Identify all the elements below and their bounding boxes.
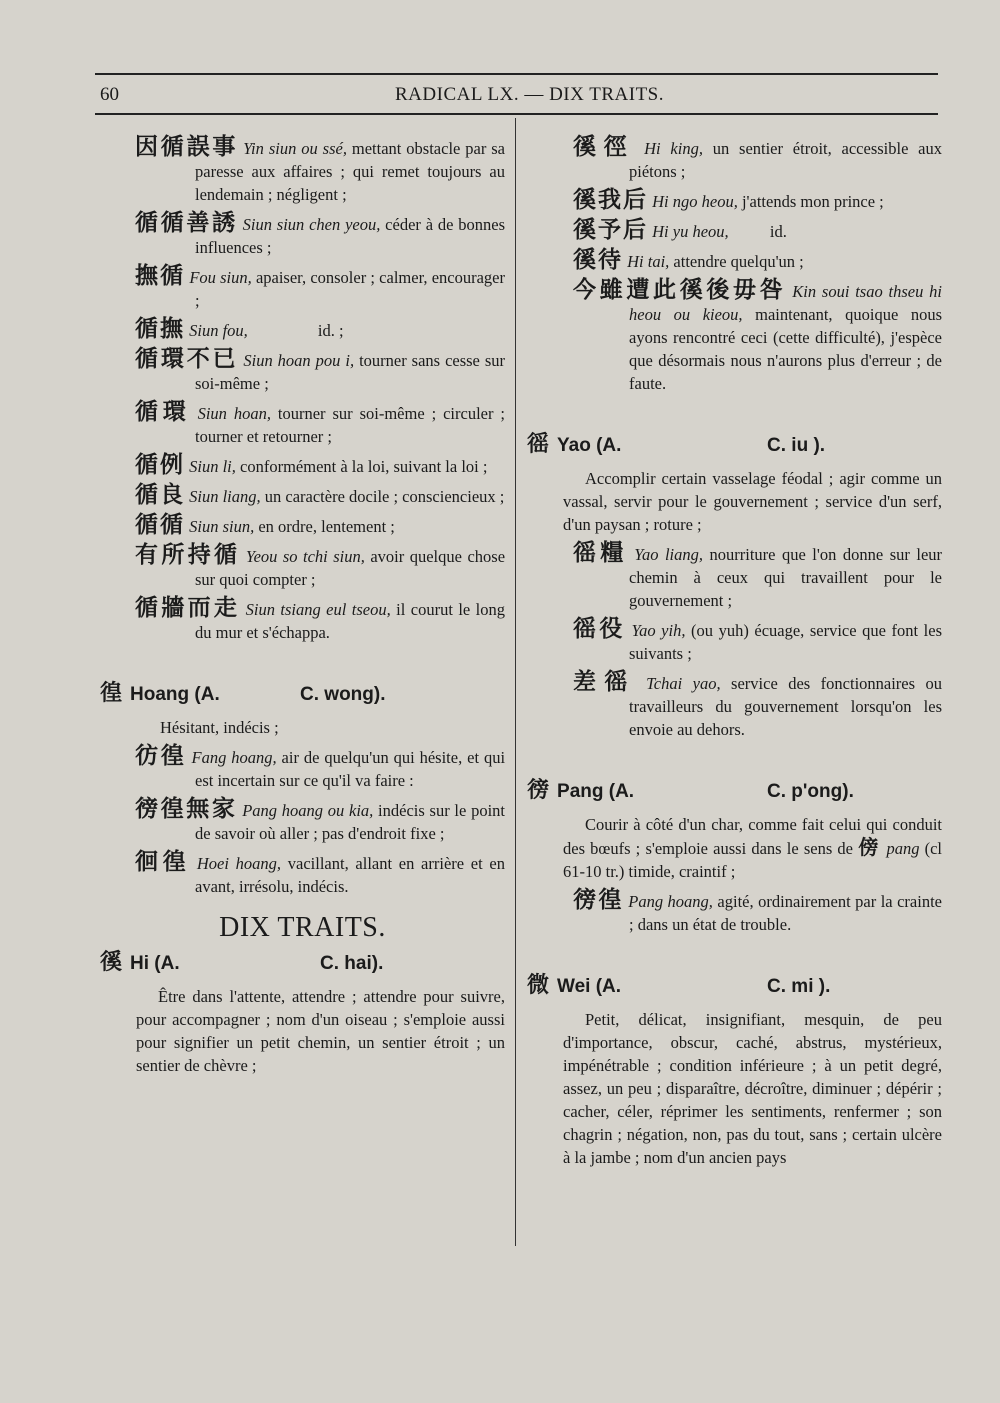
entry-romanization: Tchai yao, bbox=[646, 674, 721, 693]
entry-text: id. ; bbox=[247, 321, 344, 340]
definition bbox=[527, 813, 942, 883]
hoang-entry-list bbox=[100, 743, 510, 898]
dictionary-entry bbox=[100, 595, 510, 644]
entry-chinese: 撫循 bbox=[135, 263, 186, 289]
running-head: RADICAL LX. — DIX TRAITS. bbox=[395, 84, 664, 105]
definition: Petit, délicat, insignifiant, mesquin, de peu d'importance, obscur, caché, abstrus, mystérieux, impénétrable ; condition inférieure ; à un petit degré, assez, un peu ; disparaître, décroître, diminuer ; dépérir ; cacher, céler, réprimer les sentiments, renfermer ; son chagrin ; négation, non, pas du tout, sans ; certain ulcère à la jambe ; nom d'un ancien pays bbox=[563, 1010, 942, 1167]
entry-romanization: Hoei hoang, bbox=[196, 854, 282, 873]
entry-romanization: Pang hoang ou kia, bbox=[242, 801, 374, 820]
headword-name: Yao (A. bbox=[557, 435, 622, 456]
dictionary-entry bbox=[100, 514, 505, 538]
headword-name: Pang (A. bbox=[557, 781, 635, 802]
right-column bbox=[527, 134, 947, 1175]
definition-part: Courir à côté d'un char, comme fait celui qui conduit des bœufs ; s'emploie aussi dans le sens de bbox=[563, 815, 942, 858]
dictionary-entry bbox=[527, 249, 942, 273]
dictionary-entry bbox=[527, 669, 947, 741]
header-rule-top bbox=[95, 73, 938, 75]
entry-romanization: Yao liang, bbox=[634, 545, 703, 564]
entry-text: conformément à la loi, suivant la loi ; bbox=[235, 457, 488, 476]
dictionary-entry bbox=[100, 454, 505, 478]
entry-text: apaiser, consoler ; calmer, encourager ; bbox=[195, 268, 510, 310]
entry-text: maintenant, quoique nous ayons rencontré ceci (cette difficulté), j'espèce que désormais nous n'aurons plus d'erreur ; de faute. bbox=[629, 305, 947, 393]
entry-romanization: Siun tsiang eul tseou, bbox=[245, 600, 391, 619]
entry-chinese: 循環不已 bbox=[135, 346, 239, 372]
entry-chinese: 徊徨 bbox=[135, 849, 191, 875]
entry-text: id. bbox=[728, 222, 787, 241]
entry-chinese: 今雖遭此徯後毋咎 bbox=[573, 277, 787, 303]
entry-text: mettant obstacle par sa paresse aux affaires ; qui remet toujours au lendemain ; négligent ; bbox=[195, 139, 510, 204]
entry-chinese: 徬徨 bbox=[573, 887, 624, 913]
entry-chinese: 徯予后 bbox=[573, 217, 648, 243]
headword-cantonese: C. mi ). bbox=[767, 976, 831, 997]
dictionary-entry bbox=[100, 318, 505, 342]
headword-cantonese: C. wong). bbox=[300, 684, 386, 705]
entry-chinese: 循循善誘 bbox=[135, 210, 238, 236]
entry-romanization: Siun siun, bbox=[189, 517, 255, 536]
entry-romanization: Hi yu heou, bbox=[652, 222, 729, 241]
entry-romanization: Hi ngo heou, bbox=[652, 192, 738, 211]
entry-text: tourner sur soi-même ; circuler ; tourner et retourner ; bbox=[195, 404, 510, 446]
entry-romanization: Yao yih, bbox=[631, 621, 686, 640]
dictionary-entry bbox=[527, 219, 942, 243]
entry-text: air de quelqu'un qui hésite, et qui est incertain sur ce qu'il va faire : bbox=[195, 748, 510, 790]
headword-hi bbox=[100, 951, 505, 975]
entry-chinese: 差徭 bbox=[573, 669, 636, 695]
entry-text: tourner sans cesse sur soi-même ; bbox=[195, 351, 510, 393]
entry-romanization: Hi king, bbox=[644, 139, 703, 158]
entry-romanization: Siun fou, bbox=[189, 321, 248, 340]
entry-text: attendre quelqu'un ; bbox=[669, 252, 804, 271]
entry-romanization: Kin soui tsao thseu hi heou ou kieou, bbox=[629, 282, 943, 324]
entry-chinese: 徯待 bbox=[573, 247, 623, 273]
entry-chinese: 徯徑 bbox=[573, 134, 635, 160]
dictionary-entry bbox=[100, 743, 510, 792]
dictionary-entry bbox=[100, 263, 510, 312]
headword-char: 微 bbox=[527, 973, 550, 998]
entry-chinese: 循良 bbox=[135, 482, 185, 508]
entry-text: indécis sur le point de savoir où aller ; pas d'endroit fixe ; bbox=[195, 801, 510, 843]
dictionary-entry bbox=[100, 210, 510, 259]
entry-chinese: 有所持循 bbox=[135, 542, 241, 568]
headword-pang bbox=[527, 779, 942, 803]
entry-text: nourriture que l'on donne sur leur chemin à ceux qui travaillent pour le gouvernement ; bbox=[629, 545, 947, 610]
pang-entry-list bbox=[527, 887, 947, 936]
header-rule-bottom bbox=[95, 113, 938, 115]
entry-text: (ou yuh) écuage, service que font les suivants ; bbox=[629, 621, 947, 663]
column-divider bbox=[515, 118, 516, 1246]
headword-cantonese: C. iu ). bbox=[767, 435, 826, 456]
headword-char: 徬 bbox=[527, 778, 550, 803]
dictionary-entry bbox=[100, 134, 510, 206]
dictionary-entry bbox=[527, 540, 947, 612]
entry-text: avoir quelque chose sur quoi compter ; bbox=[195, 547, 510, 589]
dictionary-entry bbox=[100, 796, 510, 845]
entry-romanization: Siun liang, bbox=[189, 487, 261, 506]
definition: Hésitant, indécis ; bbox=[160, 718, 279, 737]
dictionary-entry bbox=[527, 887, 947, 936]
entry-chinese: 徭糧 bbox=[573, 540, 628, 566]
definition-romanization: pang bbox=[886, 839, 920, 858]
entry-chinese: 循環 bbox=[135, 399, 191, 425]
headword-yao bbox=[527, 433, 942, 457]
entry-chinese: 因循誤事 bbox=[135, 134, 239, 160]
dictionary-entry bbox=[100, 346, 510, 395]
entry-text: en ordre, lentement ; bbox=[254, 517, 395, 536]
headword-char: 徯 bbox=[100, 950, 123, 975]
entry-text: j'attends mon prince ; bbox=[737, 192, 884, 211]
dictionary-entry bbox=[100, 849, 510, 898]
yao-entry-list bbox=[527, 540, 947, 741]
dictionary-entry bbox=[527, 277, 947, 395]
dictionary-entry bbox=[100, 542, 510, 591]
entry-text: céder à de bonnes influences ; bbox=[195, 215, 510, 257]
entry-chinese: 徭役 bbox=[573, 616, 626, 642]
headword-name: Wei (A. bbox=[557, 976, 622, 997]
dictionary-entry bbox=[100, 484, 505, 508]
entry-romanization: Fou siun, bbox=[189, 268, 252, 287]
entry-text: un sentier étroit, accessible aux piétons ; bbox=[629, 139, 947, 181]
left-column bbox=[100, 134, 510, 1083]
entry-chinese: 循循 bbox=[135, 512, 185, 538]
entry-chinese: 彷徨 bbox=[135, 743, 187, 769]
entry-chinese: 循例 bbox=[135, 452, 185, 478]
entry-romanization: Fang hoang, bbox=[191, 748, 277, 767]
entry-romanization: Siun hoan pou i, bbox=[243, 351, 355, 370]
headword-name: Hoang (A. bbox=[130, 684, 220, 705]
hi-entry-list bbox=[527, 134, 947, 395]
entry-text: un caractère docile ; consciencieux ; bbox=[260, 487, 505, 506]
headword-char: 徭 bbox=[527, 432, 550, 457]
headword-char: 徨 bbox=[100, 681, 123, 706]
dictionary-entry bbox=[527, 616, 947, 665]
definition: Être dans l'attente, attendre ; attendre pour suivre, pour accompagner ; nom d'un oiseau ; s'emploie aussi pour signifier un petit chemin, un sentier étroit ; un sentier de chèvre ; bbox=[136, 987, 505, 1075]
entry-chinese: 徯我后 bbox=[573, 187, 648, 213]
page-number: 60 bbox=[100, 84, 119, 105]
definition: Accomplir certain vasselage féodal ; agir comme un vassal, servir pour le gouvernement ; service d'un serf, d'un paysan ; roture ; bbox=[563, 469, 942, 534]
entry-text: service des fonctionnaires ou travailleurs du gouvernement lorsqu'on les envoie au dehors. bbox=[629, 674, 947, 739]
headword-name: Hi (A. bbox=[130, 953, 180, 974]
dictionary-entry bbox=[527, 134, 947, 183]
entry-chinese: 循牆而走 bbox=[135, 595, 241, 621]
definition-part: (cl 61-10 tr.) timide, craintif ; bbox=[563, 839, 943, 881]
headword-hoang bbox=[100, 682, 505, 706]
entry-text: agité, ordinairement par la crainte ; dans un état de trouble. bbox=[629, 892, 947, 934]
entry-romanization: Siun li, bbox=[189, 457, 236, 476]
entry-romanization: Yin siun ou ssé, bbox=[243, 139, 347, 158]
entry-chinese: 徬徨無家 bbox=[135, 796, 238, 822]
headword-cantonese: C. p'ong). bbox=[767, 781, 854, 802]
headword-cantonese: C. hai). bbox=[320, 953, 384, 974]
entry-text: vacillant, allant en arrière et en avant, irrésolu, indécis. bbox=[195, 854, 510, 896]
entry-romanization: Yeou so tchi siun, bbox=[245, 547, 365, 566]
left-entry-list bbox=[100, 134, 510, 644]
entry-romanization: Hi tai, bbox=[627, 252, 670, 271]
dictionary-entry bbox=[527, 189, 942, 213]
definition-char: 傍 bbox=[858, 835, 882, 859]
entry-romanization: Pang hoang, bbox=[628, 892, 713, 911]
dictionary-entry bbox=[100, 399, 510, 448]
entry-romanization: Siun siun chen yeou, bbox=[242, 215, 381, 234]
entry-text: il courut le long du mur et s'échappa. bbox=[195, 600, 510, 642]
entry-chinese: 循撫 bbox=[135, 316, 185, 342]
section-title: DIX TRAITS. bbox=[219, 912, 386, 943]
entry-romanization: Siun hoan, bbox=[197, 404, 271, 423]
headword-wei bbox=[527, 974, 942, 998]
